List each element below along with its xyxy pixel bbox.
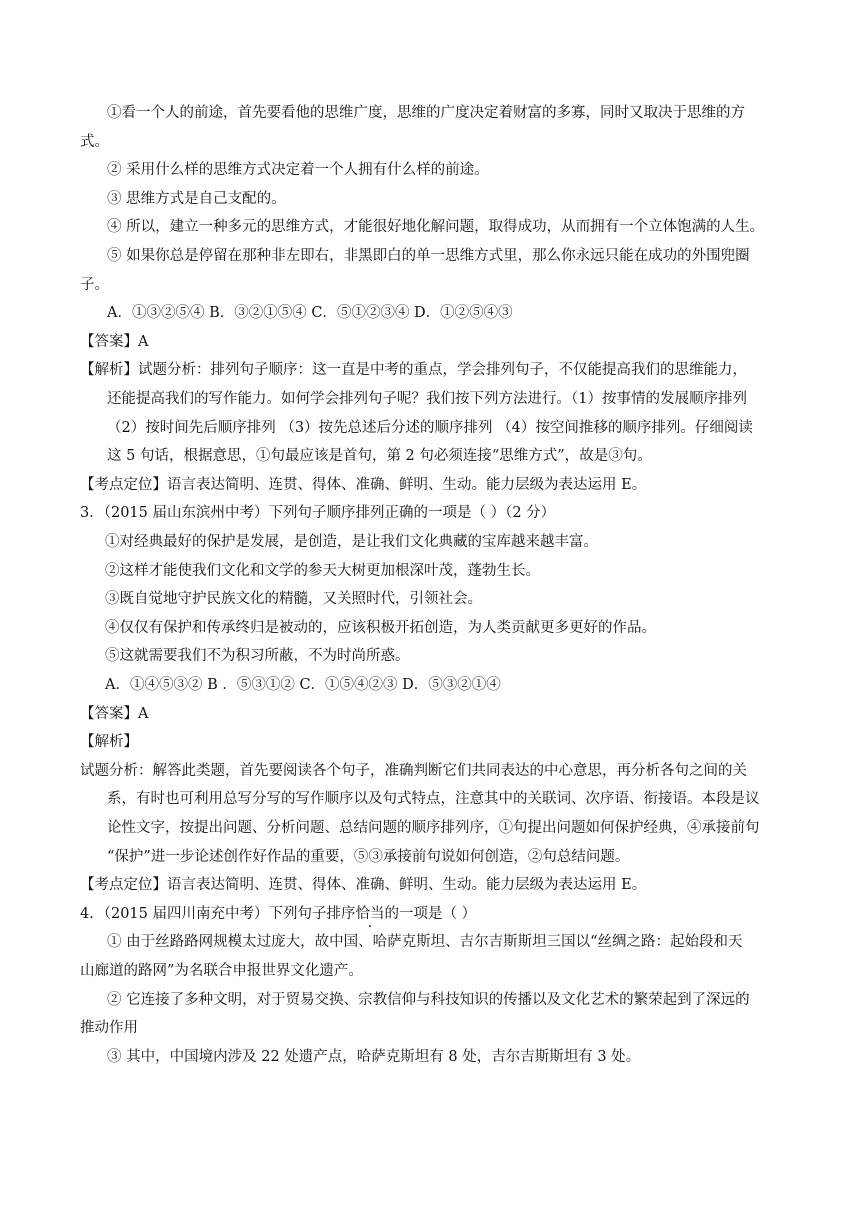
q3-analysis-line-3: 论性文字，按提出问题、分析问题、总结问题的顺序排列序，①句提出问题如何保护经典，④承接前句 bbox=[107, 820, 760, 836]
q4-sentence-1: ① 由于丝路路网规模太过庞大，故中国、哈萨克斯坦、吉尔吉斯斯坦三国以“丝绸之路：起始段和天 bbox=[107, 934, 743, 950]
q3-analysis-line-4: “保护”进一步论述创作好作品的重要，⑤③承接前句说如何创造，②句总结问题。 bbox=[107, 849, 630, 865]
q2-sentence-2: ② 采用什么样的思维方式决定着一个人拥有什么样的前途。 bbox=[107, 162, 489, 178]
q2-sentence-5: ⑤ 如果你总是停留在那种非左即右，非黑即白的单一思维方式里，那么你永远只能在成功的外围兜圈 bbox=[107, 248, 750, 264]
q3-answer: 【答案】A bbox=[80, 706, 149, 722]
q2-analysis-line-4: 这 5 句话，根据意思，①句最应该是首句，第 2 句必须连接“思维方式”，故是③句。 bbox=[107, 448, 652, 464]
q2-analysis: 【解析】试题分析：排列句子顺序：这一直是中考的重点，学会排列句子，不仅能提高我们的思维能力， bbox=[80, 362, 747, 378]
q2-options: A．①③②⑤④ B．③②①⑤④ C．⑤①②③④ D．①②⑤④③ bbox=[107, 305, 513, 321]
q3-analysis: 试题分析：解答此类题，首先要阅读各个句子，准确判断它们共同表达的中心意思，再分析各句之间的关 bbox=[80, 763, 747, 779]
q3-sentence-5: ⑤这就需要我们不为积习所蔽，不为时尚所惑。 bbox=[105, 648, 410, 664]
q3-sentence-4: ④仅仅有保护和传承终归是被动的，应该积极开拓创造，为人类贡献更多更好的作品。 bbox=[105, 620, 656, 636]
q2-sentence-1-cont: 式。 bbox=[80, 134, 109, 150]
q4-sentence-3: ③ 其中，中国境内涉及 22 处遗产点，哈萨克斯坦有 8 处，吉尔吉斯斯坦有 3 处。 bbox=[107, 1049, 641, 1065]
q2-kaodian: 【考点定位】语言表达简明、连贯、得体、准确、鲜明、生动。能力层级为表达运用 E。 bbox=[80, 477, 647, 493]
q3-analysis-heading: 【解析】 bbox=[80, 734, 138, 750]
q3-sentence-3: ③既自觉地守护民族文化的精髓，又关照时代，引领社会。 bbox=[105, 591, 482, 607]
q2-sentence-3: ③ 思维方式是自己支配的。 bbox=[107, 191, 286, 207]
q4-stem-suffix: 的一项是（ ） bbox=[384, 906, 477, 922]
q4-stem-emphasis: 恰当 bbox=[355, 906, 385, 922]
q3-sentence-2: ②这样才能使我们文化和文学的参天大树更加根深叶茂，蓬勃生长。 bbox=[105, 563, 540, 579]
q2-sentence-4: ④ 所以，建立一种多元的思维方式，才能很好地化解问题，取得成功，从而拥有一个立体饱满的人生。 bbox=[107, 219, 765, 235]
q4-sentence-1-cont: 山廊道的路网”为名联合申报世界文化遗产。 bbox=[80, 963, 363, 979]
q3-options: A．①④⑤③② B ．⑤③①② C．①⑤④②③ D．⑤③②①④ bbox=[105, 677, 501, 693]
q2-sentence-1: ①看一个人的前途，首先要看他的思维广度，思维的广度决定着财富的多寡，同时又取决于思维的方 bbox=[107, 105, 745, 121]
q2-answer: 【答案】A bbox=[80, 334, 149, 350]
q4-sentence-2-cont: 推动作用 bbox=[80, 1020, 138, 1036]
q2-analysis-line-2: 还能提高我们的写作能力。如何学会排列句子呢？我们按下列方法进行。（1）按事情的发展顺序排列 bbox=[107, 391, 747, 407]
q2-analysis-line-3: （2）按时间先后顺序排列 （3）按先总述后分述的顺序排列 （4）按空间推移的顺序排列。仔细阅读 bbox=[107, 420, 753, 436]
q3-stem: 3．（2015 届山东滨州中考）下列句子顺序排列正确的一项是（ ）（2 分） bbox=[80, 505, 556, 521]
q4-stem-prefix: 4．（2015 届四川南充中考）下列句子排序 bbox=[80, 906, 356, 922]
q4-stem bbox=[80, 904, 476, 924]
q2-sentence-5-cont: 子。 bbox=[80, 277, 109, 293]
q3-kaodian: 【考点定位】语言表达简明、连贯、得体、准确、鲜明、生动。能力层级为表达运用 E。 bbox=[80, 877, 647, 893]
q3-sentence-1: ①对经典最好的保护是发展，是创造，是让我们文化典藏的宝库越来越丰富。 bbox=[105, 534, 598, 550]
q4-sentence-2: ② 它连接了多种文明，对于贸易交换、宗教信仰与科技知识的传播以及文化艺术的繁荣起到了深远的 bbox=[107, 992, 750, 1008]
q3-analysis-line-2: 系，有时也可利用总写分写的写作顺序以及句式特点，注意其中的关联词、次序语、衔接语。本段是议 bbox=[107, 791, 760, 807]
